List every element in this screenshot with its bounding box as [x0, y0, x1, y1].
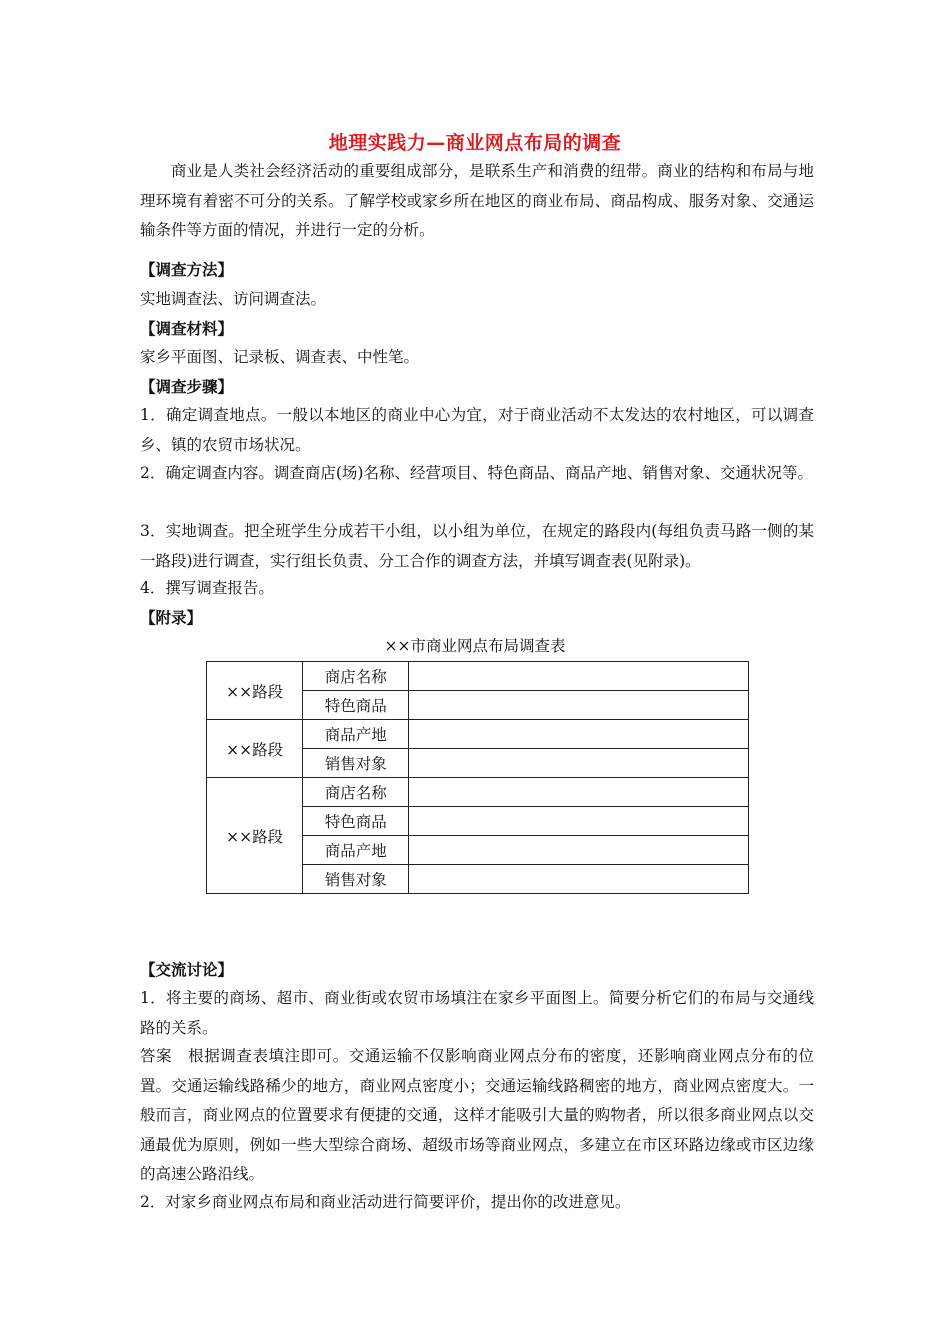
step-item: 3．实地调查。把全班学生分成若干小组，以小组为单位，在规定的路段内(每组负责马路一侧的某一路段)进行调查，实行组长负责、分工合作的调查方法，并填写调查表(见附录)。 — [140, 522, 814, 570]
answer-paragraph: 答案 根据调查表填注即可。交通运输不仅影响商业网点分布的密度，还影响商业网点分布的位置。交通运输线路稀少的地方，商业网点密度小；交通运输线路稠密的地方，商业网点密度大。一般而言，商业网点的位置要求有便捷的交通，这样才能吸引大量的购物者，所以很多商业网点以交通最优为原则，例如一些大型综合商场、超级市场等商业网点，多建立在市区环路边缘或市区边缘的高速公路沿线。 — [140, 1047, 814, 1183]
blank-entry-cell[interactable] — [409, 691, 749, 720]
materials-heading: 【调查材料】 — [140, 319, 234, 338]
table-row — [207, 662, 749, 691]
item-label-cell: 商品产地 — [303, 720, 409, 749]
blank-entry-cell[interactable] — [409, 720, 749, 749]
item-label-cell: 特色商品 — [303, 691, 409, 720]
item-label-cell: 商品产地 — [303, 836, 409, 865]
discussion-heading: 【交流讨论】 — [140, 960, 234, 979]
table-row — [207, 778, 749, 807]
step-item: 1．确定调查地点。一般以本地区的商业中心为宜，对于商业活动不太发达的农村地区，可以调查乡、镇的农贸市场状况。 — [140, 406, 814, 454]
item-label-cell: 销售对象 — [303, 749, 409, 778]
table-caption: ××市商业网点布局调查表 — [384, 637, 566, 655]
blank-entry-cell[interactable] — [409, 865, 749, 894]
blank-entry-cell[interactable] — [409, 807, 749, 836]
blank-entry-cell[interactable] — [409, 749, 749, 778]
survey-table — [206, 661, 749, 894]
segment-cell: ××路段 — [207, 662, 303, 720]
table-row — [207, 720, 749, 749]
blank-entry-cell[interactable] — [409, 662, 749, 691]
discussion-question-2: 2．对家乡商业网点布局和商业活动进行简要评价，提出你的改进意见。 — [140, 1193, 631, 1211]
segment-cell: ××路段 — [207, 720, 303, 778]
discussion-question-1: 1．将主要的商场、超市、商业街或农贸市场填注在家乡平面图上。简要分析它们的布局与交通线路的关系。 — [140, 989, 814, 1037]
item-label-cell: 销售对象 — [303, 865, 409, 894]
step-item: 2．确定调查内容。调查商店(场)名称、经营项目、特色商品、商品产地、销售对象、交通状况等。 — [140, 464, 813, 482]
item-label-cell: 商店名称 — [303, 662, 409, 691]
item-label-cell: 商店名称 — [303, 778, 409, 807]
step-item: 4．撰写调查报告。 — [140, 579, 274, 597]
blank-entry-cell[interactable] — [409, 778, 749, 807]
materials-text: 家乡平面图、记录板、调查表、中性笔。 — [140, 348, 420, 366]
method-text: 实地调查法、访问调查法。 — [140, 290, 327, 308]
item-label-cell: 特色商品 — [303, 807, 409, 836]
appendix-heading: 【附录】 — [140, 608, 203, 627]
intro-paragraph: 商业是人类社会经济活动的重要组成部分，是联系生产和消费的纽带。商业的结构和布局与地理环境有着密不可分的关系。了解学校或家乡所在地区的商业布局、商品构成、服务对象、交通运输条件等方面的情况，并进行一定的分析。 — [140, 162, 814, 239]
segment-cell: ××路段 — [207, 778, 303, 894]
page-title: 地理实践力—商业网点布局的调查 — [328, 132, 622, 154]
method-heading: 【调查方法】 — [140, 260, 234, 279]
steps-heading: 【调查步骤】 — [140, 377, 234, 396]
blank-entry-cell[interactable] — [409, 836, 749, 865]
